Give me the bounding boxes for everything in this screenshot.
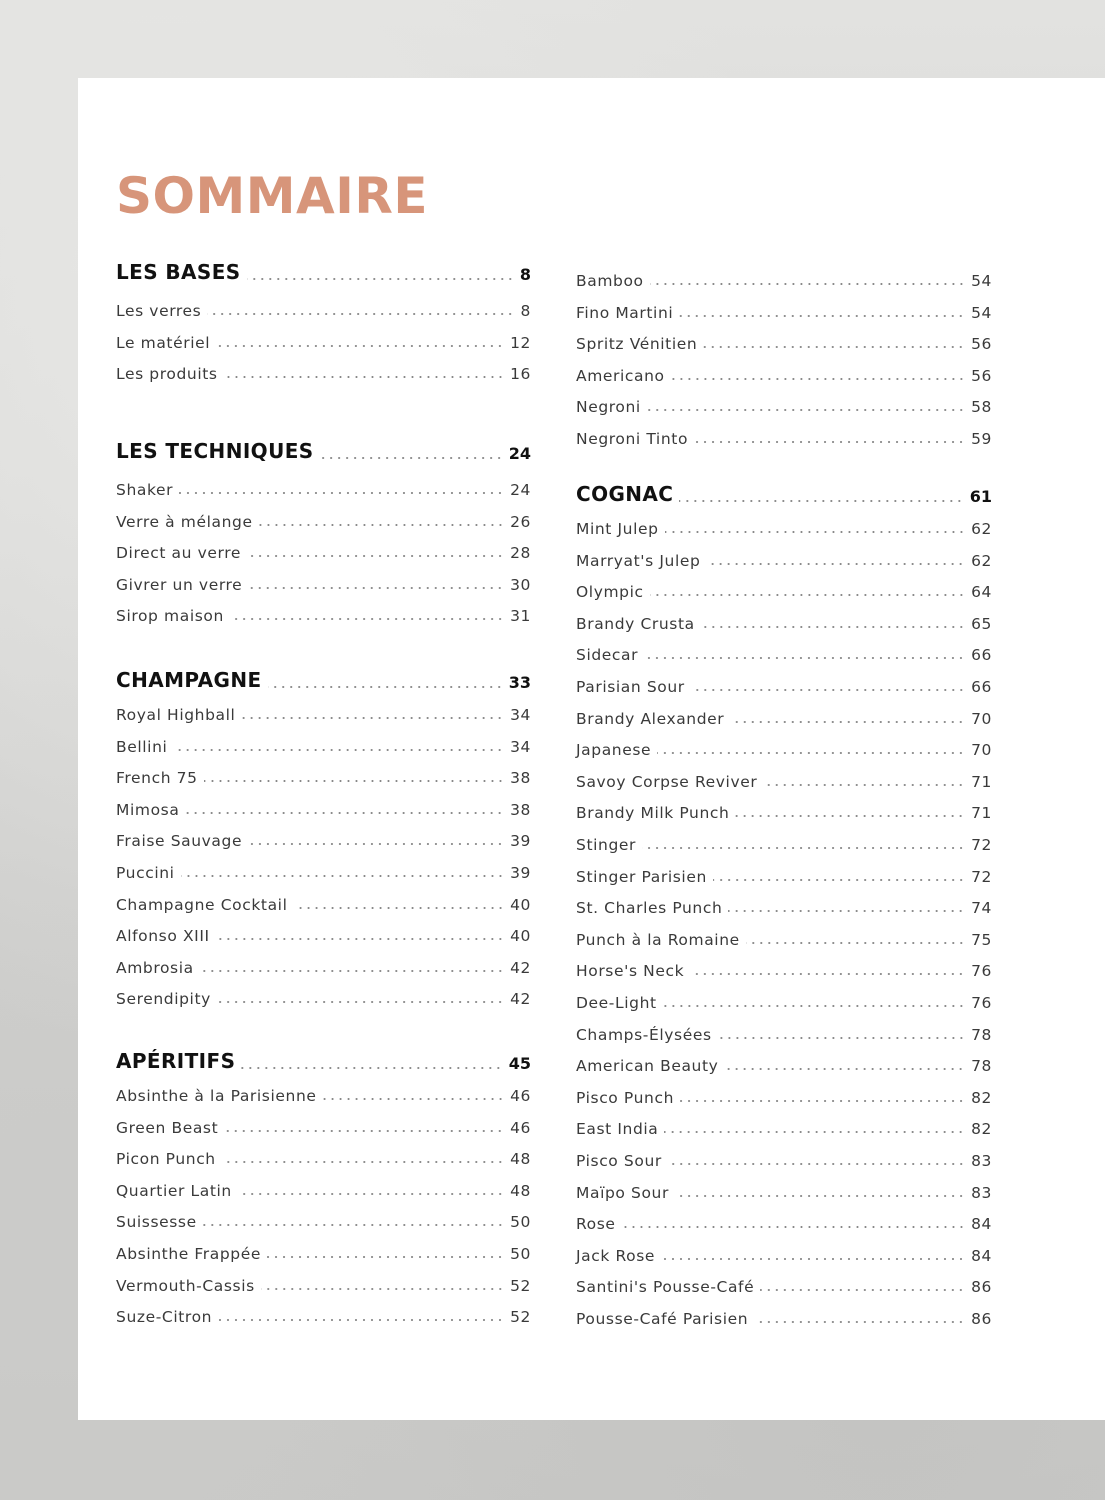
dot-leader xyxy=(259,524,504,526)
toc-entry[interactable] xyxy=(576,329,992,353)
dot-leader xyxy=(230,618,504,620)
entry-title: Spritz Vénitien xyxy=(576,335,698,353)
dot-leader xyxy=(691,689,965,691)
entry-title: Absinthe à la Parisienne xyxy=(116,1087,317,1105)
entry-title: Green Beast xyxy=(116,1119,219,1137)
toc-entry[interactable] xyxy=(576,1051,992,1075)
page-number: 61 xyxy=(969,487,992,506)
entry-title: Maïpo Sour xyxy=(576,1184,669,1202)
section-title: APÉRITIFS xyxy=(116,1049,236,1073)
dot-leader xyxy=(181,875,504,877)
toc-entry[interactable] xyxy=(116,1081,531,1105)
page-number: 50 xyxy=(510,1245,531,1263)
toc-entry[interactable] xyxy=(576,988,992,1012)
page-number: 74 xyxy=(971,899,992,917)
dot-leader xyxy=(224,376,504,378)
entry-title: Fino Martini xyxy=(576,304,674,322)
entry-title: Puccini xyxy=(116,864,175,882)
dot-leader xyxy=(754,1321,965,1323)
page-number: 40 xyxy=(510,896,531,914)
entry-title: Japanese xyxy=(576,741,652,759)
page-number: 56 xyxy=(971,367,992,385)
dot-leader xyxy=(203,1224,504,1226)
toc-entry[interactable] xyxy=(116,763,531,787)
page-number: 62 xyxy=(971,520,992,538)
entry-title: Punch à la Romaine xyxy=(576,931,740,949)
page-number: 34 xyxy=(510,738,531,756)
dot-leader xyxy=(701,626,965,628)
page-number: 86 xyxy=(971,1278,992,1296)
toc-entry[interactable] xyxy=(576,862,992,886)
dot-leader xyxy=(680,1100,965,1102)
page-number: 24 xyxy=(508,444,531,463)
toc-entry[interactable] xyxy=(576,546,992,570)
toc-entry[interactable] xyxy=(576,830,992,854)
entry-title: Le matériel xyxy=(116,334,211,352)
toc-entry[interactable] xyxy=(576,361,992,385)
toc-entry[interactable] xyxy=(116,1271,531,1295)
section-title: COGNAC xyxy=(576,482,674,506)
page-number: 72 xyxy=(971,836,992,854)
toc-entry[interactable] xyxy=(116,795,531,819)
dot-leader xyxy=(204,780,504,782)
entry-title: Suze-Citron xyxy=(116,1308,213,1326)
dot-leader xyxy=(713,879,965,881)
entry-title: Bellini xyxy=(116,738,168,756)
section-header[interactable] xyxy=(116,439,531,463)
dot-leader xyxy=(763,784,965,786)
section-header[interactable] xyxy=(116,260,531,284)
dot-leader xyxy=(261,1288,504,1290)
toc-entry[interactable] xyxy=(576,1146,992,1170)
page-number: 26 xyxy=(510,513,531,531)
section-header[interactable] xyxy=(576,482,992,506)
entry-title: Alfonso XIII xyxy=(116,927,210,945)
toc-entry[interactable] xyxy=(116,359,531,383)
page-number: 62 xyxy=(971,552,992,570)
toc-entry[interactable] xyxy=(116,1113,531,1137)
dot-leader xyxy=(724,1068,965,1070)
page-number: 52 xyxy=(510,1277,531,1295)
toc-entry[interactable] xyxy=(576,735,992,759)
dot-leader xyxy=(661,1258,965,1260)
dot-leader xyxy=(642,847,965,849)
dot-leader xyxy=(207,313,514,315)
entry-title: Ambrosia xyxy=(116,959,194,977)
entry-title: Dee-Light xyxy=(576,994,657,1012)
page-number: 70 xyxy=(971,710,992,728)
dot-leader xyxy=(746,942,965,944)
page-number: 8 xyxy=(520,302,531,320)
entry-title: Suissesse xyxy=(116,1213,197,1231)
toc-entry[interactable] xyxy=(116,858,531,882)
page-number: 52 xyxy=(510,1308,531,1326)
dot-leader xyxy=(644,657,965,659)
entry-title: Vermouth-Cassis xyxy=(116,1277,255,1295)
dot-leader xyxy=(730,721,965,723)
page-number: 70 xyxy=(971,741,992,759)
dot-leader xyxy=(668,1163,965,1165)
entry-title: Mint Julep xyxy=(576,520,659,538)
dot-leader xyxy=(728,910,965,912)
toc-entry[interactable] xyxy=(116,1176,531,1200)
page-title: SOMMAIRE xyxy=(116,167,428,225)
page-number: 65 xyxy=(971,615,992,633)
dot-leader xyxy=(173,749,504,751)
entry-title: Sidecar xyxy=(576,646,639,664)
page-number: 76 xyxy=(971,962,992,980)
toc-entry[interactable] xyxy=(576,392,992,416)
toc-entry[interactable] xyxy=(116,984,531,1008)
dot-leader xyxy=(703,346,965,348)
toc-entry[interactable] xyxy=(116,1239,531,1263)
toc-entry[interactable] xyxy=(576,266,992,290)
page-number: 66 xyxy=(971,678,992,696)
dot-leader xyxy=(248,587,504,589)
toc-entry[interactable] xyxy=(116,921,531,945)
dot-leader xyxy=(735,815,965,817)
entry-title: Givrer un verre xyxy=(116,576,243,594)
page-number: 34 xyxy=(510,706,531,724)
page-number: 59 xyxy=(971,430,992,448)
dot-leader xyxy=(657,752,965,754)
section-title: LES TECHNIQUES xyxy=(116,439,314,463)
toc-entry[interactable] xyxy=(116,1144,531,1168)
entry-title: Champs-Élysées xyxy=(576,1026,712,1044)
dot-leader xyxy=(679,315,965,317)
entry-title: Olympic xyxy=(576,583,644,601)
page-number: 78 xyxy=(971,1057,992,1075)
entry-title: Les verres xyxy=(116,302,202,320)
entry-title: Brandy Crusta xyxy=(576,615,695,633)
page-number: 38 xyxy=(510,801,531,819)
dot-leader xyxy=(216,938,504,940)
entry-title: Fraise Sauvage xyxy=(116,832,243,850)
dot-leader xyxy=(647,409,965,411)
section-title: LES BASES xyxy=(116,260,241,284)
dot-leader xyxy=(664,1131,965,1133)
page-number: 46 xyxy=(510,1119,531,1137)
dot-leader xyxy=(224,1130,504,1132)
entry-title: Negroni Tinto xyxy=(576,430,689,448)
toc-entry[interactable] xyxy=(576,798,992,822)
page-number: 48 xyxy=(510,1182,531,1200)
dot-leader xyxy=(650,283,965,285)
dot-leader xyxy=(622,1226,965,1228)
page-number: 71 xyxy=(971,804,992,822)
page-number: 42 xyxy=(510,990,531,1008)
dot-leader xyxy=(320,457,503,459)
page-number: 78 xyxy=(971,1026,992,1044)
toc-page xyxy=(78,78,1105,1420)
dot-leader xyxy=(323,1098,505,1100)
toc-entry[interactable] xyxy=(576,1272,992,1296)
page-number: 39 xyxy=(510,864,531,882)
entry-title: Les produits xyxy=(116,365,218,383)
toc-entry[interactable] xyxy=(116,475,531,499)
dot-leader xyxy=(665,531,965,533)
page-number: 72 xyxy=(971,868,992,886)
page-number: 58 xyxy=(971,398,992,416)
section-header[interactable] xyxy=(116,668,531,692)
toc-entry[interactable] xyxy=(576,1304,992,1328)
page-number: 75 xyxy=(971,931,992,949)
toc-entry[interactable] xyxy=(116,826,531,850)
page-number: 56 xyxy=(971,335,992,353)
entry-title: Absinthe Frappée xyxy=(116,1245,262,1263)
entry-title: Royal Highball xyxy=(116,706,236,724)
toc-entry[interactable] xyxy=(116,296,531,320)
dot-leader xyxy=(267,1256,504,1258)
section-header[interactable] xyxy=(116,1049,531,1073)
entry-title: Marryat's Julep xyxy=(576,552,701,570)
page-number: 84 xyxy=(971,1215,992,1233)
dot-leader xyxy=(679,500,963,502)
dot-leader xyxy=(222,1161,504,1163)
toc-entry[interactable] xyxy=(116,601,531,625)
page-number: 42 xyxy=(510,959,531,977)
entry-title: Pisco Punch xyxy=(576,1089,674,1107)
dot-leader xyxy=(650,594,965,596)
dot-leader xyxy=(216,345,504,347)
entry-title: American Beauty xyxy=(576,1057,719,1075)
page-number: 28 xyxy=(510,544,531,562)
toc-entry[interactable] xyxy=(116,890,531,914)
toc-entry[interactable] xyxy=(116,507,531,531)
toc-entry[interactable] xyxy=(116,700,531,724)
dot-leader xyxy=(706,563,965,565)
page-number: 76 xyxy=(971,994,992,1012)
dot-leader xyxy=(179,492,504,494)
toc-entry[interactable] xyxy=(576,424,992,448)
dot-leader xyxy=(248,843,504,845)
dot-leader xyxy=(185,812,504,814)
toc-entry[interactable] xyxy=(576,514,992,538)
entry-title: French 75 xyxy=(116,769,198,787)
toc-entry[interactable] xyxy=(576,1083,992,1107)
section-title: CHAMPAGNE xyxy=(116,668,262,692)
page-number: 83 xyxy=(971,1184,992,1202)
entry-title: Champagne Cocktail xyxy=(116,896,288,914)
page-number: 38 xyxy=(510,769,531,787)
entry-title: Picon Punch xyxy=(116,1150,216,1168)
dot-leader xyxy=(241,717,504,719)
entry-title: Stinger xyxy=(576,836,636,854)
dot-leader xyxy=(694,441,965,443)
dot-leader xyxy=(247,555,504,557)
page-number: 48 xyxy=(510,1150,531,1168)
toc-entry[interactable] xyxy=(576,1020,992,1044)
page-number: 83 xyxy=(971,1152,992,1170)
toc-entry[interactable] xyxy=(116,732,531,756)
toc-entry[interactable] xyxy=(116,953,531,977)
toc-entry[interactable] xyxy=(576,298,992,322)
page-number: 30 xyxy=(510,576,531,594)
toc-entry[interactable] xyxy=(576,704,992,728)
entry-title: Jack Rose xyxy=(576,1247,656,1265)
entry-title: Americano xyxy=(576,367,665,385)
toc-entry[interactable] xyxy=(116,1302,531,1326)
dot-leader xyxy=(671,378,965,380)
toc-entry[interactable] xyxy=(576,956,992,980)
entry-title: Serendipity xyxy=(116,990,211,1008)
dot-leader xyxy=(200,970,504,972)
entry-title: Shaker xyxy=(116,481,174,499)
toc-entry[interactable] xyxy=(576,672,992,696)
entry-title: Quartier Latin xyxy=(116,1182,232,1200)
toc-entry[interactable] xyxy=(116,1207,531,1231)
entry-title: Santini's Pousse-Café xyxy=(576,1278,755,1296)
dot-leader xyxy=(675,1195,965,1197)
toc-entry[interactable] xyxy=(576,767,992,791)
dot-leader xyxy=(241,1067,502,1069)
entry-title: Brandy Milk Punch xyxy=(576,804,730,822)
toc-entry[interactable] xyxy=(116,328,531,352)
toc-entry[interactable] xyxy=(576,893,992,917)
dot-leader xyxy=(294,907,505,909)
page-number: 33 xyxy=(508,673,531,692)
page-number: 84 xyxy=(971,1247,992,1265)
toc-entry[interactable] xyxy=(116,538,531,562)
page-number: 86 xyxy=(971,1310,992,1328)
entry-title: Horse's Neck xyxy=(576,962,685,980)
entry-title: Mimosa xyxy=(116,801,180,819)
dot-leader xyxy=(690,973,965,975)
page-number: 31 xyxy=(510,607,531,625)
page-number: 54 xyxy=(971,304,992,322)
dot-leader xyxy=(218,1319,504,1321)
entry-title: Stinger Parisien xyxy=(576,868,707,886)
page-number: 82 xyxy=(971,1120,992,1138)
dot-leader xyxy=(718,1037,965,1039)
page-number: 40 xyxy=(510,927,531,945)
entry-title: Pousse-Café Parisien xyxy=(576,1310,749,1328)
dot-leader xyxy=(217,1001,504,1003)
entry-title: Savoy Corpse Reviver xyxy=(576,773,758,791)
page-number: 82 xyxy=(971,1089,992,1107)
toc-entry[interactable] xyxy=(576,640,992,664)
page-number: 54 xyxy=(971,272,992,290)
entry-title: Verre à mélange xyxy=(116,513,253,531)
entry-title: Sirop maison xyxy=(116,607,224,625)
dot-leader xyxy=(663,1005,965,1007)
page-number: 64 xyxy=(971,583,992,601)
entry-title: Parisian Sour xyxy=(576,678,685,696)
page-number: 45 xyxy=(508,1054,531,1073)
entry-title: Pisco Sour xyxy=(576,1152,662,1170)
toc-entry[interactable] xyxy=(576,925,992,949)
entry-title: East India xyxy=(576,1120,659,1138)
page-number: 71 xyxy=(971,773,992,791)
page-number: 8 xyxy=(519,265,531,284)
page-number: 24 xyxy=(510,481,531,499)
entry-title: Negroni xyxy=(576,398,641,416)
entry-title: Bamboo xyxy=(576,272,644,290)
page-number: 46 xyxy=(510,1087,531,1105)
entry-title: Direct au verre xyxy=(116,544,241,562)
toc-entry[interactable] xyxy=(576,1114,992,1138)
page-number: 16 xyxy=(510,365,531,383)
entry-title: Brandy Alexander xyxy=(576,710,725,728)
dot-leader xyxy=(247,278,514,280)
page-number: 39 xyxy=(510,832,531,850)
page-number: 12 xyxy=(510,334,531,352)
page-number: 66 xyxy=(971,646,992,664)
toc-entry[interactable] xyxy=(116,570,531,594)
toc-entry[interactable] xyxy=(576,1241,992,1265)
entry-title: St. Charles Punch xyxy=(576,899,723,917)
page-number: 50 xyxy=(510,1213,531,1231)
entry-title: Rose xyxy=(576,1215,616,1233)
toc-entry[interactable] xyxy=(576,1209,992,1233)
dot-leader xyxy=(238,1193,504,1195)
dot-leader xyxy=(268,686,503,688)
toc-entry[interactable] xyxy=(576,577,992,601)
toc-entry[interactable] xyxy=(576,609,992,633)
dot-leader xyxy=(760,1289,965,1291)
toc-entry[interactable] xyxy=(576,1178,992,1202)
